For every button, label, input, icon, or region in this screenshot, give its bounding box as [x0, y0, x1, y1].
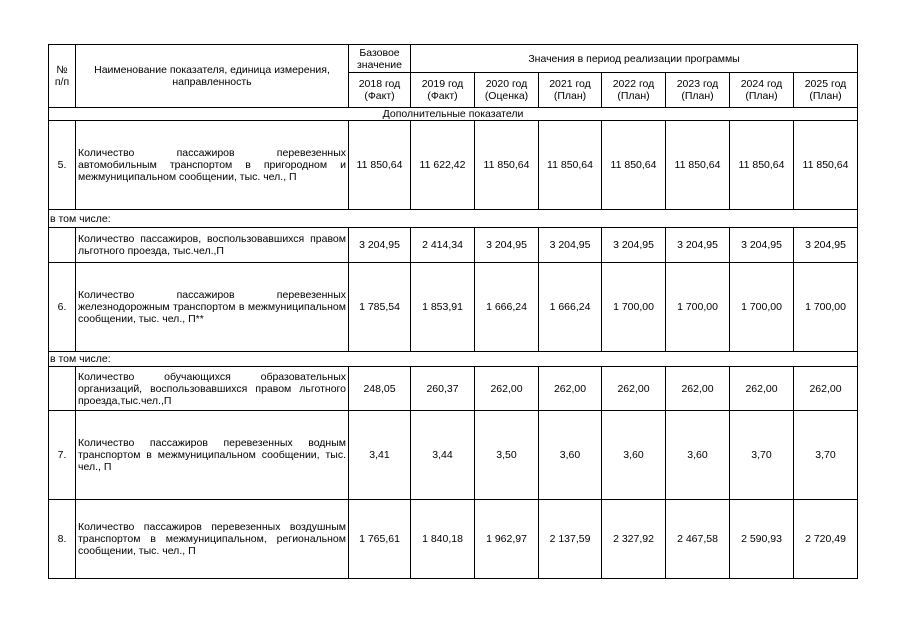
header-period: Значения в период реализации программы	[411, 45, 858, 73]
value-cell: 1 700,00	[794, 263, 858, 352]
section-row	[49, 108, 858, 121]
header-year: 2024 год (План)	[730, 73, 794, 108]
header-row-1	[49, 45, 858, 73]
value-cell: 1 700,00	[730, 263, 794, 352]
section-title: Дополнительные показатели	[49, 108, 858, 121]
value-cell: 2 137,59	[539, 500, 602, 579]
header-year: 2021 год (План)	[539, 73, 602, 108]
value-cell: 1 853,91	[411, 263, 475, 352]
value-cell: 1 666,24	[475, 263, 539, 352]
table-row	[49, 263, 858, 352]
value-cell: 1 962,97	[475, 500, 539, 579]
value-cell: 3 204,95	[475, 228, 539, 263]
header-year: 2018 год (Факт)	[349, 73, 411, 108]
value-cell: 3 204,95	[730, 228, 794, 263]
value-cell: 1 765,61	[349, 500, 411, 579]
value-cell: 3 204,95	[666, 228, 730, 263]
table-row	[49, 411, 858, 500]
value-cell: 260,37	[411, 367, 475, 411]
row-number: 6.	[49, 263, 76, 352]
value-cell: 262,00	[666, 367, 730, 411]
value-cell: 3,41	[349, 411, 411, 500]
value-cell: 11 850,64	[475, 121, 539, 210]
value-cell: 11 850,64	[349, 121, 411, 210]
value-cell: 1 666,24	[539, 263, 602, 352]
value-cell: 3,44	[411, 411, 475, 500]
note-text: в том числе:	[49, 210, 858, 228]
indicator-name: Количество пассажиров перевезенных автомобильным транспортом в пригородном и межмуниципальном сообщении, тыс. чел., П	[76, 121, 349, 210]
value-cell: 3,60	[602, 411, 666, 500]
value-cell: 3,60	[539, 411, 602, 500]
row-number: 8.	[49, 500, 76, 579]
value-cell: 11 850,64	[666, 121, 730, 210]
header-year: 2023 год (План)	[666, 73, 730, 108]
value-cell: 262,00	[602, 367, 666, 411]
header-name: Наименование показателя, единица измерения, направленность	[76, 45, 349, 108]
value-cell: 11 850,64	[602, 121, 666, 210]
header-year: 2022 год (План)	[602, 73, 666, 108]
header-base: Базовое значение	[349, 45, 411, 73]
value-cell: 3,50	[475, 411, 539, 500]
value-cell: 1 700,00	[666, 263, 730, 352]
row-number: 7.	[49, 411, 76, 500]
row-number	[49, 367, 76, 411]
value-cell: 3 204,95	[349, 228, 411, 263]
indicator-name: Количество пассажиров перевезенных железнодорожным транспортом в межмуниципальном сообщении, тыс. чел., П**	[76, 263, 349, 352]
indicator-name: Количество обучающихся образовательных организаций, воспользовавшихся правом льготного проезда,тыс.чел.,П	[76, 367, 349, 411]
indicator-name: Количество пассажиров перевезенных водным транспортом в межмуниципальном сообщении, тыс. чел., П	[76, 411, 349, 500]
value-cell: 3 204,95	[539, 228, 602, 263]
value-cell: 3,70	[794, 411, 858, 500]
value-cell: 262,00	[730, 367, 794, 411]
value-cell: 2 467,58	[666, 500, 730, 579]
header-year: 2019 год (Факт)	[411, 73, 475, 108]
value-cell: 2 720,49	[794, 500, 858, 579]
value-cell: 3,70	[730, 411, 794, 500]
value-cell: 1 840,18	[411, 500, 475, 579]
header-year: 2025 год (План)	[794, 73, 858, 108]
value-cell: 1 700,00	[602, 263, 666, 352]
row-number	[49, 228, 76, 263]
subtotal-note-row	[49, 352, 858, 367]
row-number: 5.	[49, 121, 76, 210]
value-cell: 3 204,95	[794, 228, 858, 263]
indicator-name: Количество пассажиров, воспользовавшихся правом льготного проезда, тыс.чел.,П	[76, 228, 349, 263]
value-cell: 2 590,93	[730, 500, 794, 579]
value-cell: 262,00	[539, 367, 602, 411]
value-cell: 11 850,64	[730, 121, 794, 210]
table-row	[49, 367, 858, 411]
table-row	[49, 500, 858, 579]
value-cell: 2 414,34	[411, 228, 475, 263]
value-cell: 2 327,92	[602, 500, 666, 579]
table-row	[49, 121, 858, 210]
value-cell: 1 785,54	[349, 263, 411, 352]
indicator-name: Количество пассажиров перевезенных воздушным транспортом в межмуниципальном, региональном сообщении, тыс. чел., П	[76, 500, 349, 579]
value-cell: 11 622,42	[411, 121, 475, 210]
value-cell: 11 850,64	[539, 121, 602, 210]
note-text: в том числе:	[49, 352, 858, 367]
table-body	[49, 45, 858, 579]
value-cell: 248,05	[349, 367, 411, 411]
value-cell: 262,00	[794, 367, 858, 411]
header-num: № п/п	[49, 45, 76, 108]
value-cell: 3 204,95	[602, 228, 666, 263]
subtotal-note-row	[49, 210, 858, 228]
value-cell: 11 850,64	[794, 121, 858, 210]
table-row	[49, 228, 858, 263]
indicators-table	[48, 44, 858, 579]
header-year: 2020 год (Оценка)	[475, 73, 539, 108]
value-cell: 262,00	[475, 367, 539, 411]
value-cell: 3,60	[666, 411, 730, 500]
